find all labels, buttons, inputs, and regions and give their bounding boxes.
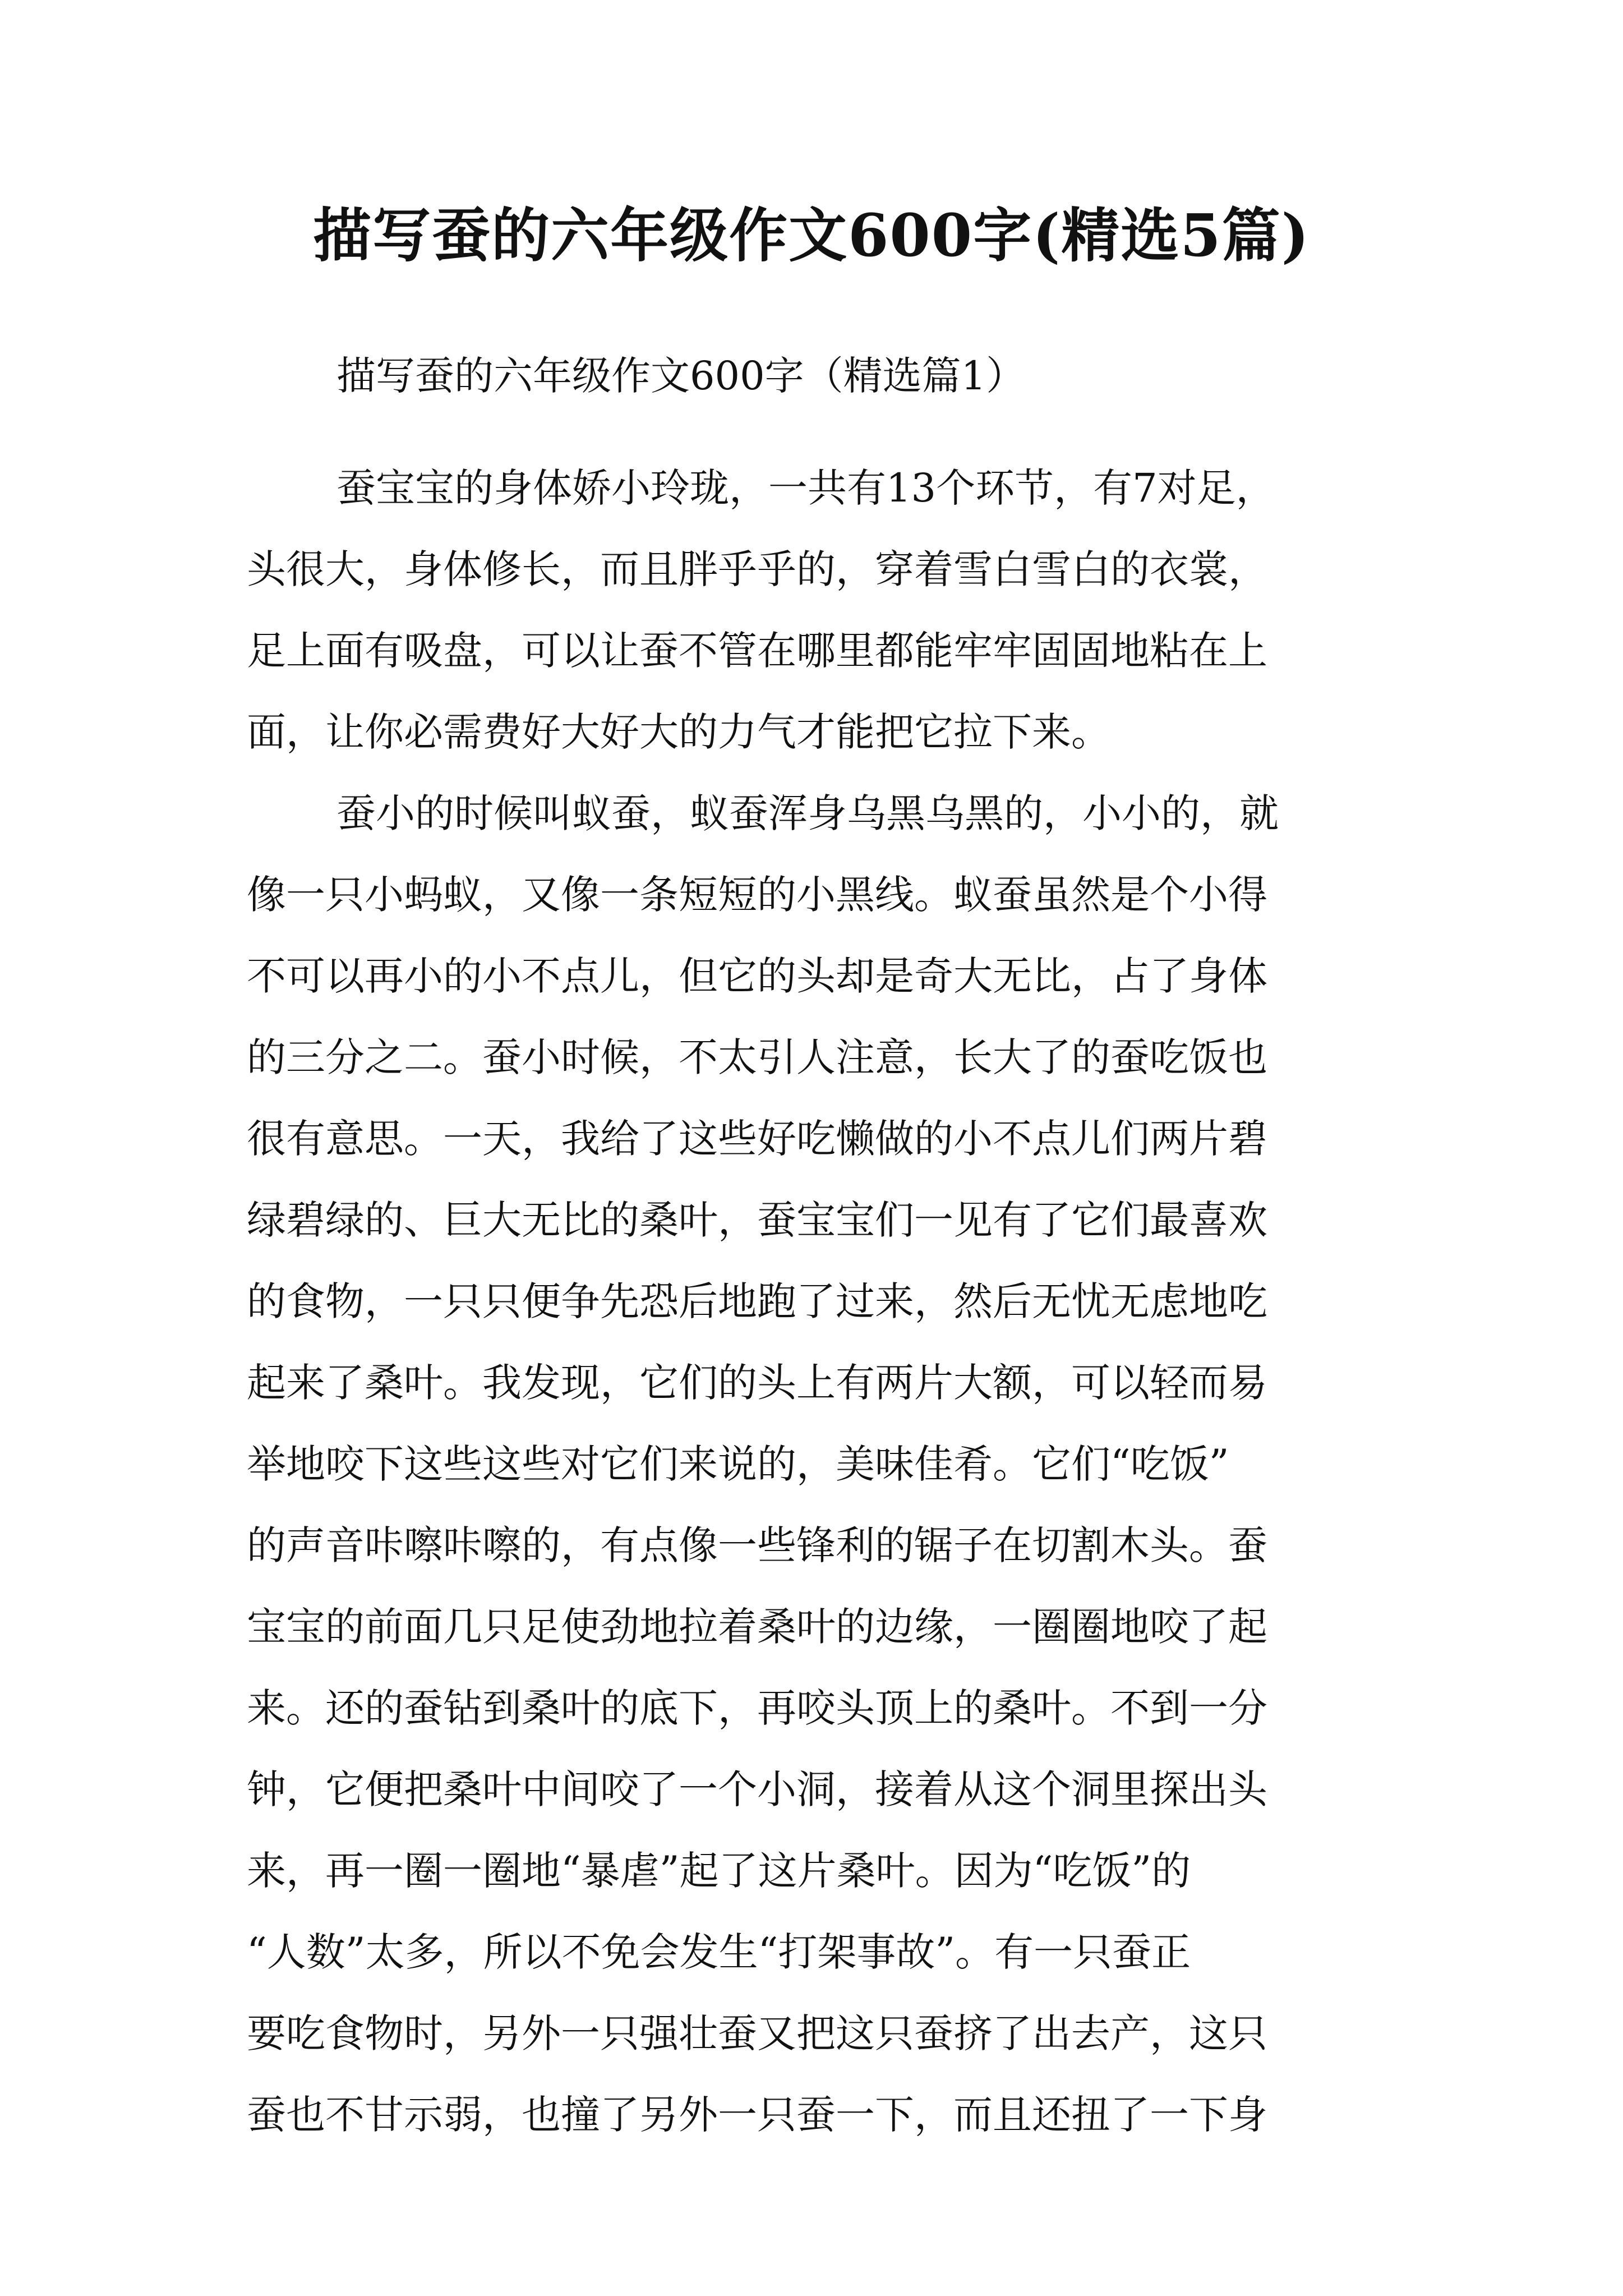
text-line: 宝宝的前面几只足使劲地拉着桑叶的边缘，一圈圈地咬了起: [247, 1604, 1267, 1650]
text-line: 像一只小蚂蚁，又像一条短短的小黑线。蚁蚕虽然是个小得: [247, 872, 1267, 918]
text-line: 很有意思。一天，我给了这些好吃懒做的小不点儿们两片碧: [247, 1116, 1267, 1162]
text-line: 来。还的蚕钻到桑叶的底下，再咬头顶上的桑叶。不到一分: [247, 1685, 1267, 1731]
text-line: 绿碧绿的、巨大无比的桑叶，蚕宝宝们一见有了它们最喜欢: [247, 1197, 1267, 1243]
text-line: 蚕也不甘示弱，也撞了另外一只蚕一下，而且还扭了一下身: [247, 2092, 1267, 2138]
text-line: 举地咬下这些这些对它们来说的，美味佳肴。它们“吃饭”: [247, 1441, 1229, 1487]
text-line: 面，让你必需费好大好大的力气才能把它拉下来。: [247, 709, 1110, 755]
document-title: 描写蚕的六年级作文600字(精选5篇): [313, 201, 1310, 270]
text-line: 起来了桑叶。我发现，它们的头上有两片大额，可以轻而易: [247, 1360, 1267, 1406]
text-line: 要吃食物时，另外一只强壮蚕又把这只蚕挤了出去产，这只: [247, 2010, 1267, 2056]
text-line: 来，再一圈一圈地“暴虐”起了这片桑叶。因为“吃饭”的: [247, 1848, 1191, 1894]
text-line: 足上面有吸盘，可以让蚕不管在哪里都能牢牢固固地粘在上: [247, 628, 1267, 674]
text-line: 头很大，身体修长，而且胖乎乎的，穿着雪白雪白的衣裳，: [247, 546, 1267, 592]
text-line: 钟，它便把桑叶中间咬了一个小洞，接着从这个洞里探出头: [247, 1766, 1267, 1812]
text-line: 蚕小的时候叫蚁蚕，蚁蚕浑身乌黑乌黑的，小小的，就: [336, 790, 1279, 836]
text-line: 不可以再小的小不点儿，但它的头却是奇大无比，占了身体: [247, 953, 1267, 999]
text-line: 的三分之二。蚕小时候，不太引人注意，长大了的蚕吃饭也: [247, 1034, 1267, 1080]
text-line: 的食物，一只只便争先恐后地跑了过来，然后无忧无虑地吃: [247, 1278, 1267, 1324]
text-line: 蚕宝宝的身体娇小玲珑，一共有13个环节，有7对足，: [336, 465, 1275, 511]
text-line: “人数”太多，所以不免会发生“打架事故”。有一只蚕正: [247, 1929, 1191, 1975]
text-line: 的声音咔嚓咔嚓的，有点像一些锋利的锯子在切割木头。蚕: [247, 1522, 1267, 1568]
section-heading: 描写蚕的六年级作文600字（精选篇1）: [336, 353, 1026, 399]
